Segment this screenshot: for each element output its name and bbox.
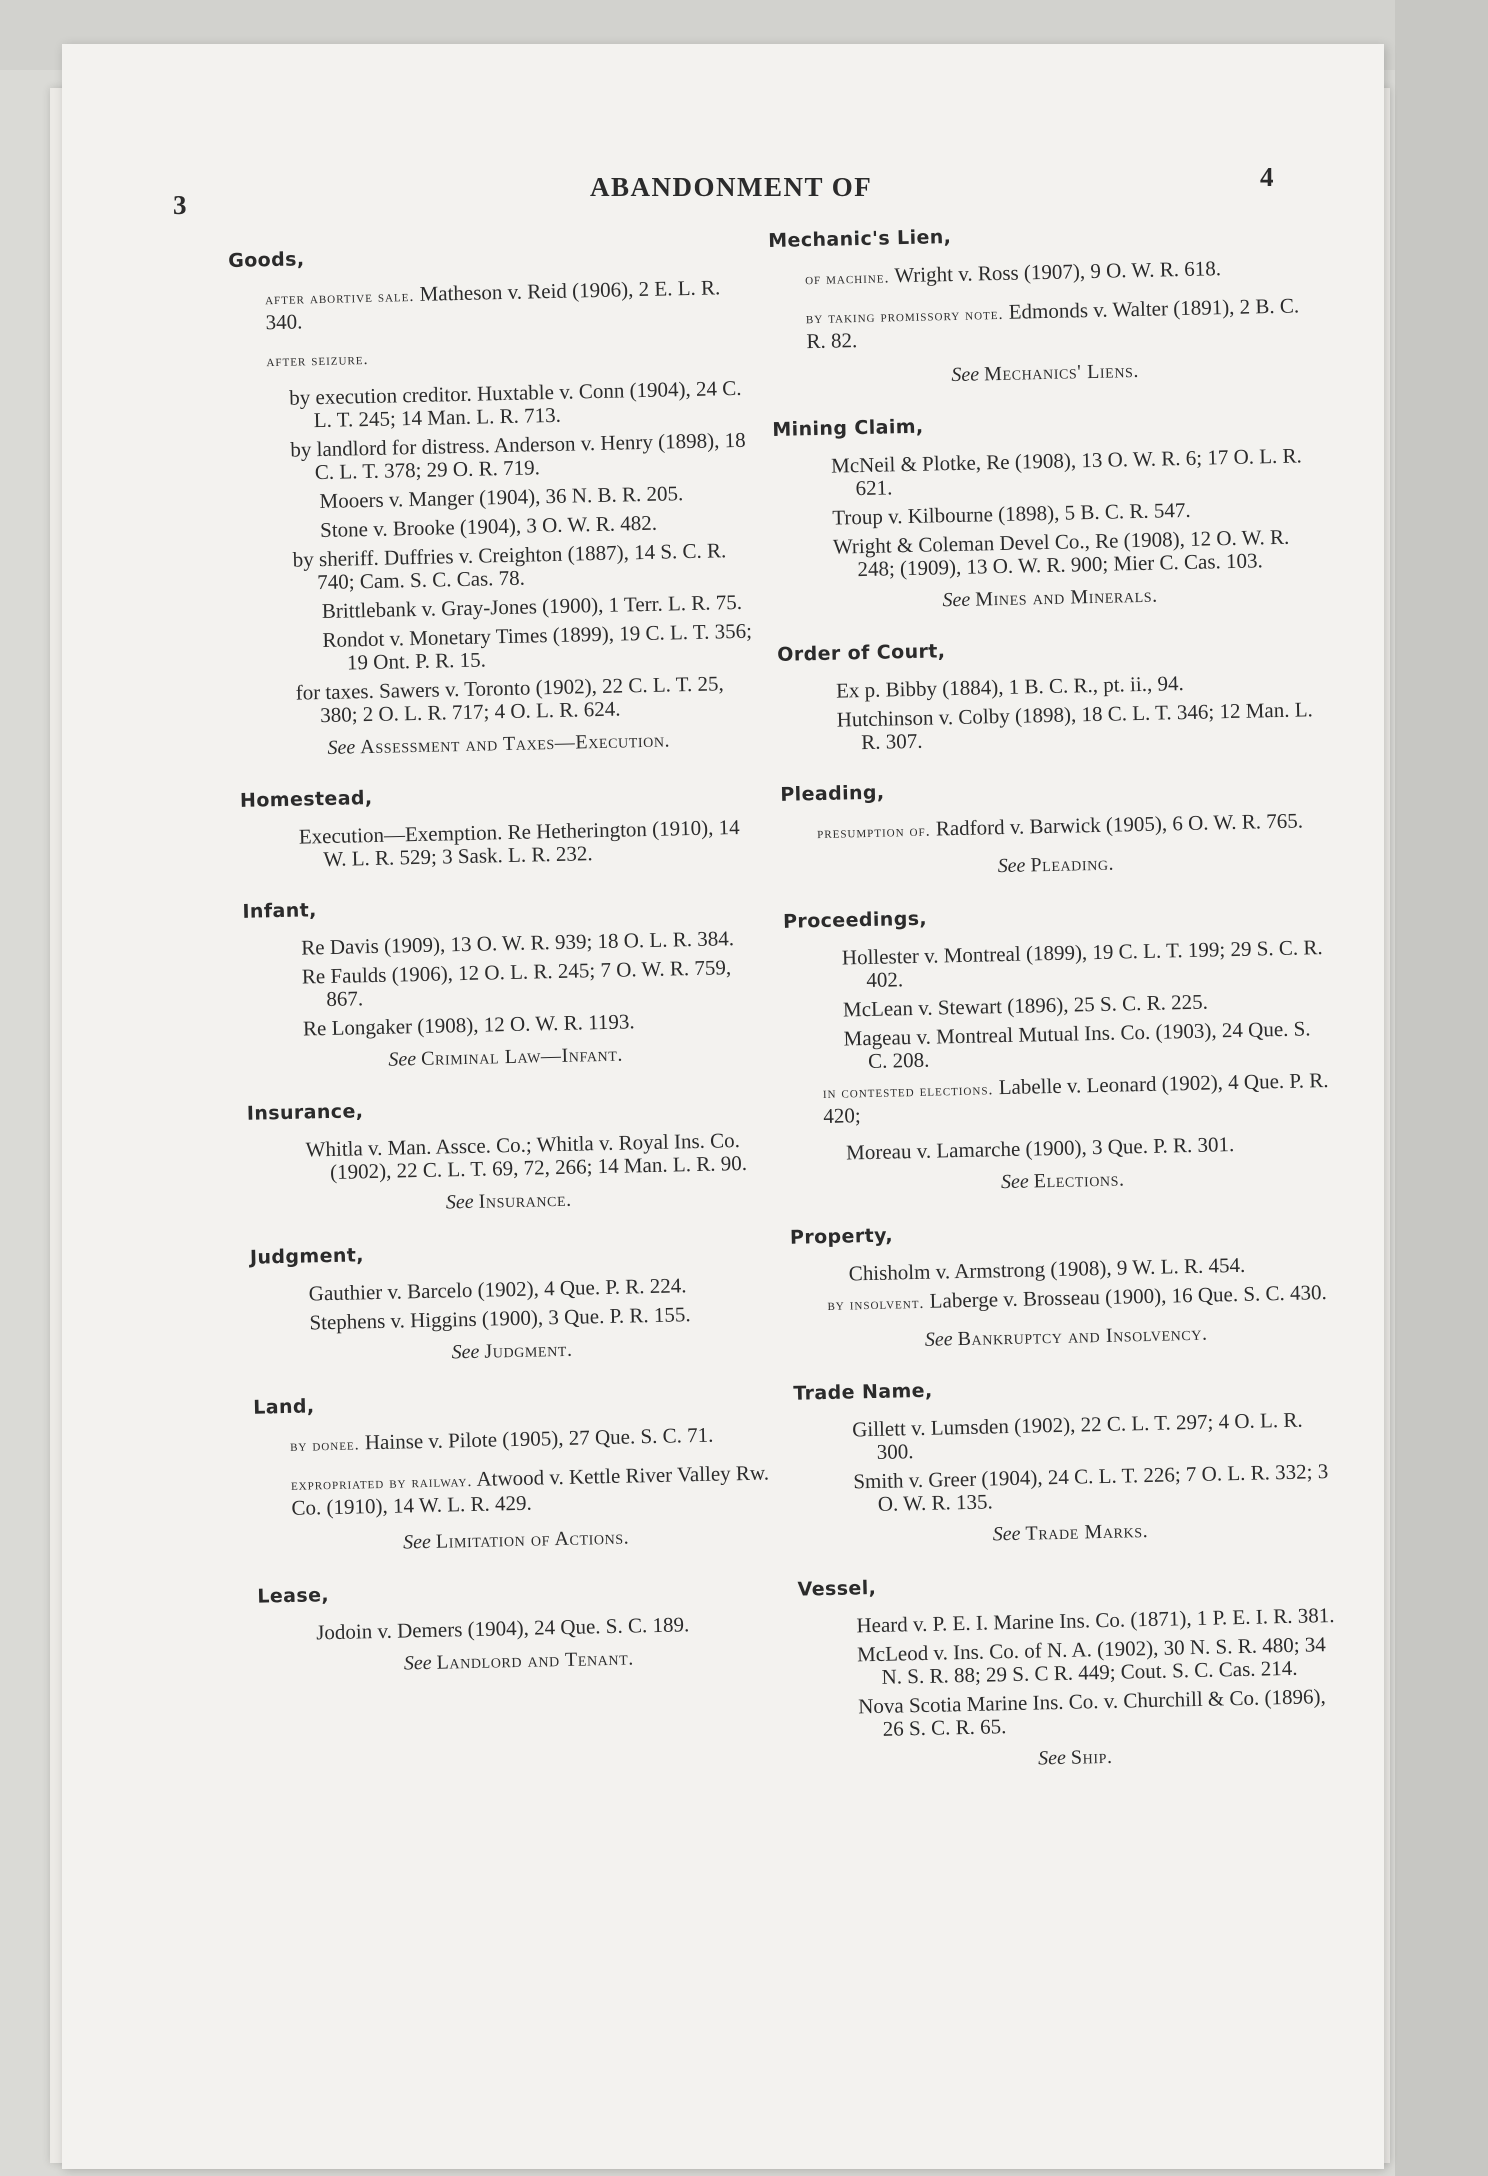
cross-reference xyxy=(252,1334,772,1368)
citation: Wright v. Ross (1907), 9 O. W. R. 618. xyxy=(894,256,1222,288)
heading-proceedings: Proceedings, xyxy=(782,907,928,933)
heading-insurance: Insurance, xyxy=(246,1100,364,1125)
subentry xyxy=(290,1422,774,1458)
see-word: See xyxy=(402,1530,432,1554)
see-word: See xyxy=(1037,1746,1067,1770)
entry-lease xyxy=(257,1574,779,1678)
see-word: See xyxy=(992,1522,1021,1546)
subentry xyxy=(291,1461,776,1520)
citation: Execution—Exemption. Re Hetherington (1910), 14 W. L. R. 529; 3 Sask. L. R. 232. xyxy=(298,814,740,872)
heading-lease: Lease, xyxy=(257,1584,330,1608)
subentry-label: in contested elections. xyxy=(822,1081,994,1103)
page-number-right: 4 xyxy=(1260,162,1274,192)
citation: Troup v. Kilbourne (1898), 5 B. C. R. 547. xyxy=(832,497,1191,530)
citation: Moreau v. Lamarche (1900), 3 Que. P. R. 301. xyxy=(845,1132,1235,1165)
entry-insurance xyxy=(247,1091,769,1218)
citation: Hollester v. Montreal (1899), 19 C. L. T. 199; 29 S. C. R. 402. xyxy=(841,935,1323,993)
subentry-label: expropriated by railway. xyxy=(290,1472,473,1494)
cross-reference xyxy=(782,848,1330,883)
citation: by execution creditor. Huxtable v. Conn (1904), 24 C. L. T. 245; 14 Man. L. R. 713. xyxy=(288,375,742,433)
see-word: See xyxy=(924,1328,953,1351)
cross-reference xyxy=(789,1164,1337,1199)
running-header: ABANDONMENT OF xyxy=(590,172,873,202)
see-word: See xyxy=(942,588,971,612)
heading-infant: Infant, xyxy=(242,899,317,923)
citation: Hainse v. Pilote (1905), 27 Que. S. C. 71. xyxy=(364,1422,714,1455)
cross-reference xyxy=(792,1320,1340,1355)
citation: McNeil & Plotke, Re (1908), 13 O. W. R. 6; 17 O. L. R. 621. xyxy=(830,443,1303,501)
see-target: Trade Marks. xyxy=(1025,1520,1149,1545)
cross-reference xyxy=(801,1741,1349,1776)
citation: Re Davis (1909), 13 O. W. R. 939; 18 O. L. R. 384. xyxy=(300,926,735,960)
citation: Gillett v. Lumsden (1902), 22 C. L. T. 297; 4 O. L. R. 300. xyxy=(851,1407,1303,1464)
see-target: Limitation of Actions. xyxy=(435,1526,630,1553)
subentry-label: by donee. xyxy=(289,1436,360,1455)
subentry-label: by taking promissory note. xyxy=(805,305,1004,328)
citation: Chisholm v. Armstrong (1908), 9 W. L. R. 454. xyxy=(848,1252,1246,1286)
heading-property: Property, xyxy=(789,1224,894,1249)
heading-trade-name: Trade Name, xyxy=(793,1379,933,1405)
citation: Atwood v. Kettle River Valley Rw. Co. (1910), 14 W. L. R. 429. xyxy=(291,1460,770,1520)
see-target: Assessment and Taxes—Execution. xyxy=(360,729,671,759)
see-target: Elections. xyxy=(1033,1168,1125,1193)
subentry xyxy=(823,1069,1336,1128)
citation: Stone v. Brooke (1904), 3 O. W. R. 482. xyxy=(319,510,658,543)
heading-judgment: Judgment, xyxy=(249,1244,365,1269)
cross-reference xyxy=(771,356,1319,391)
scan-background-right xyxy=(1395,0,1488,2176)
citation: by landlord for distress. Anderson v. Henry (1898), 18 C. L. T. 378; 29 O. R. 719. xyxy=(290,427,746,485)
cross-reference xyxy=(249,1184,769,1218)
citation: Labelle v. Leonard (1902), 4 Que. P. R. 420; xyxy=(823,1067,1329,1129)
left-column xyxy=(228,239,780,1707)
see-word: See xyxy=(1000,1170,1029,1194)
cross-reference xyxy=(796,1516,1344,1551)
right-column xyxy=(768,218,1350,1804)
subentry xyxy=(266,338,750,374)
entry-trade-name xyxy=(793,1371,1345,1551)
citation: Mooers v. Manger (1904), 36 N. B. R. 205. xyxy=(319,481,684,514)
citation: Re Faulds (1906), 12 O. L. R. 245; 7 O. W. R. 759, 867. xyxy=(301,955,732,1012)
subentry-label: by insolvent. xyxy=(827,1294,925,1314)
entry-vessel xyxy=(797,1567,1349,1776)
heading-land: Land, xyxy=(253,1395,315,1419)
heading-homestead: Homestead, xyxy=(239,786,373,812)
citation: Jodoin v. Demers (1904), 24 Que. S. C. 189. xyxy=(315,1612,690,1645)
citation: Matheson v. Reid (1906), 2 E. L. R. 340. xyxy=(265,275,721,335)
cross-reference xyxy=(245,1040,765,1074)
citation: Edmonds v. Walter (1891), 2 B. C. R. 82. xyxy=(806,293,1300,354)
heading-vessel: Vessel, xyxy=(797,1576,877,1601)
heading-order-of-court: Order of Court, xyxy=(777,640,946,666)
entry-order-of-court xyxy=(777,632,1327,756)
cross-reference xyxy=(256,1523,776,1557)
subentry-label: after abortive sale. xyxy=(264,287,415,309)
citation: Gauthier v. Barcelo (1902), 4 Que. P. R. 224. xyxy=(308,1273,687,1306)
see-word: See xyxy=(445,1190,474,1214)
subentry-label: after seizure. xyxy=(266,350,369,371)
citation: Stephens v. Higgins (1900), 3 Que. P. R. 155. xyxy=(309,1302,691,1335)
subentry-label: of machine. xyxy=(804,269,890,289)
entry-mechanics-lien xyxy=(768,218,1319,391)
see-word: See xyxy=(997,854,1026,878)
see-target: Pleading. xyxy=(1030,852,1115,877)
heading-goods: Goods, xyxy=(228,248,305,272)
citation: Hutchinson v. Colby (1898), 18 C. L. T. 346; 12 Man. L. R. 307. xyxy=(836,697,1314,755)
cross-reference xyxy=(259,1644,779,1678)
heading-mining-claim: Mining Claim, xyxy=(772,415,924,441)
subentry-label: presumption of. xyxy=(816,822,931,843)
citation: Smith v. Greer (1904), 24 C. L. T. 226; 7 O. L. R. 332; 3 O. W. R. 135. xyxy=(853,1459,1329,1516)
see-word: See xyxy=(951,363,980,387)
see-target: Bankruptcy and Insolvency. xyxy=(957,1322,1208,1351)
citation: McLeod v. Ins. Co. of N. A. (1902), 30 N. S. R. 480; 34 N. S. R. 88; 29 S. C R. 449; Cout. S. C. Cas. 214. xyxy=(856,1632,1327,1689)
entry-homestead xyxy=(240,779,762,873)
subentry xyxy=(806,294,1319,353)
entry-property xyxy=(790,1215,1341,1355)
citation: Brittlebank v. Gray-Jones (1900), 1 Terr. L. R. 75. xyxy=(321,589,743,624)
citation: Laberge v. Brosseau (1900), 16 Que. S. C. 430. xyxy=(929,1280,1328,1313)
citation: Ex p. Bibby (1884), 1 B. C. R., pt. ii., 94. xyxy=(835,671,1184,703)
subentry xyxy=(805,255,1317,291)
subentry xyxy=(265,276,750,335)
cross-reference xyxy=(239,728,759,762)
see-target: Mines and Minerals. xyxy=(974,584,1158,611)
see-word: See xyxy=(403,1651,432,1675)
see-target: Landlord and Tenant. xyxy=(436,1647,635,1674)
see-target: Mechanics' Liens. xyxy=(983,359,1140,386)
see-word: See xyxy=(388,1048,417,1071)
citation: Radford v. Barwick (1905), 6 O. W. R. 765. xyxy=(935,808,1304,841)
citation: Re Longaker (1908), 12 O. W. R. 1193. xyxy=(302,1009,635,1041)
see-target: Judgment. xyxy=(484,1338,573,1363)
entry-proceedings xyxy=(783,899,1337,1199)
entry-goods xyxy=(228,239,759,762)
citation: Whitla v. Man. Assce. Co.; Whitla v. Royal Ins. Co. (1902), 22 C. L. T. 69, 72, 266; 14 Man. L. R. 90. xyxy=(305,1128,748,1184)
see-target: Insurance. xyxy=(478,1188,572,1213)
entry-mining-claim xyxy=(772,407,1324,616)
see-target: Ship. xyxy=(1070,1745,1113,1769)
see-target: Criminal Law—Infant. xyxy=(420,1043,624,1070)
citation: Nova Scotia Marine Ins. Co. v. Churchill & Co. (1896), 26 S. C. R. 65. xyxy=(857,1684,1326,1741)
entry-land xyxy=(253,1385,776,1557)
heading-mechanics-lien: Mechanic's Lien, xyxy=(768,226,952,252)
citation: McLean v. Stewart (1896), 25 S. C. R. 225. xyxy=(842,989,1209,1022)
entry-infant xyxy=(242,890,766,1075)
citation: Rondot v. Monetary Times (1899), 19 C. L. T. 356; 19 Ont. P. R. 15. xyxy=(322,618,753,675)
heading-pleading: Pleading, xyxy=(780,781,885,806)
entry-judgment xyxy=(250,1235,773,1368)
citation: Wright & Coleman Devel Co., Re (1908), 12 O. W. R. 248; (1909), 13 O. W. R. 900; Mier C. Cas. 103. xyxy=(832,524,1290,582)
citation: Mageau v. Montreal Mutual Ins. Co. (1903), 24 Que. S. C. 208. xyxy=(843,1016,1311,1074)
citation: Heard v. P. E. I. Marine Ins. Co. (1871), 1 P. E. I. R. 381. xyxy=(856,1602,1335,1638)
see-word: See xyxy=(451,1340,480,1364)
citation: by sheriff. Duffries v. Creighton (1887), 14 S. C. R. 740; Cam. S. C. Cas. 78. xyxy=(292,538,727,595)
subentry xyxy=(827,1281,1339,1317)
subentry xyxy=(817,809,1329,845)
cross-reference xyxy=(776,581,1324,616)
page-number-left: 3 xyxy=(173,190,187,220)
citation: for taxes. Sawers v. Toronto (1902), 22 C. L. T. 25, 380; 2 O. L. R. 717; 4 O. L. R. 624. xyxy=(295,671,725,728)
entry-pleading xyxy=(780,772,1330,883)
see-word: See xyxy=(327,736,356,759)
